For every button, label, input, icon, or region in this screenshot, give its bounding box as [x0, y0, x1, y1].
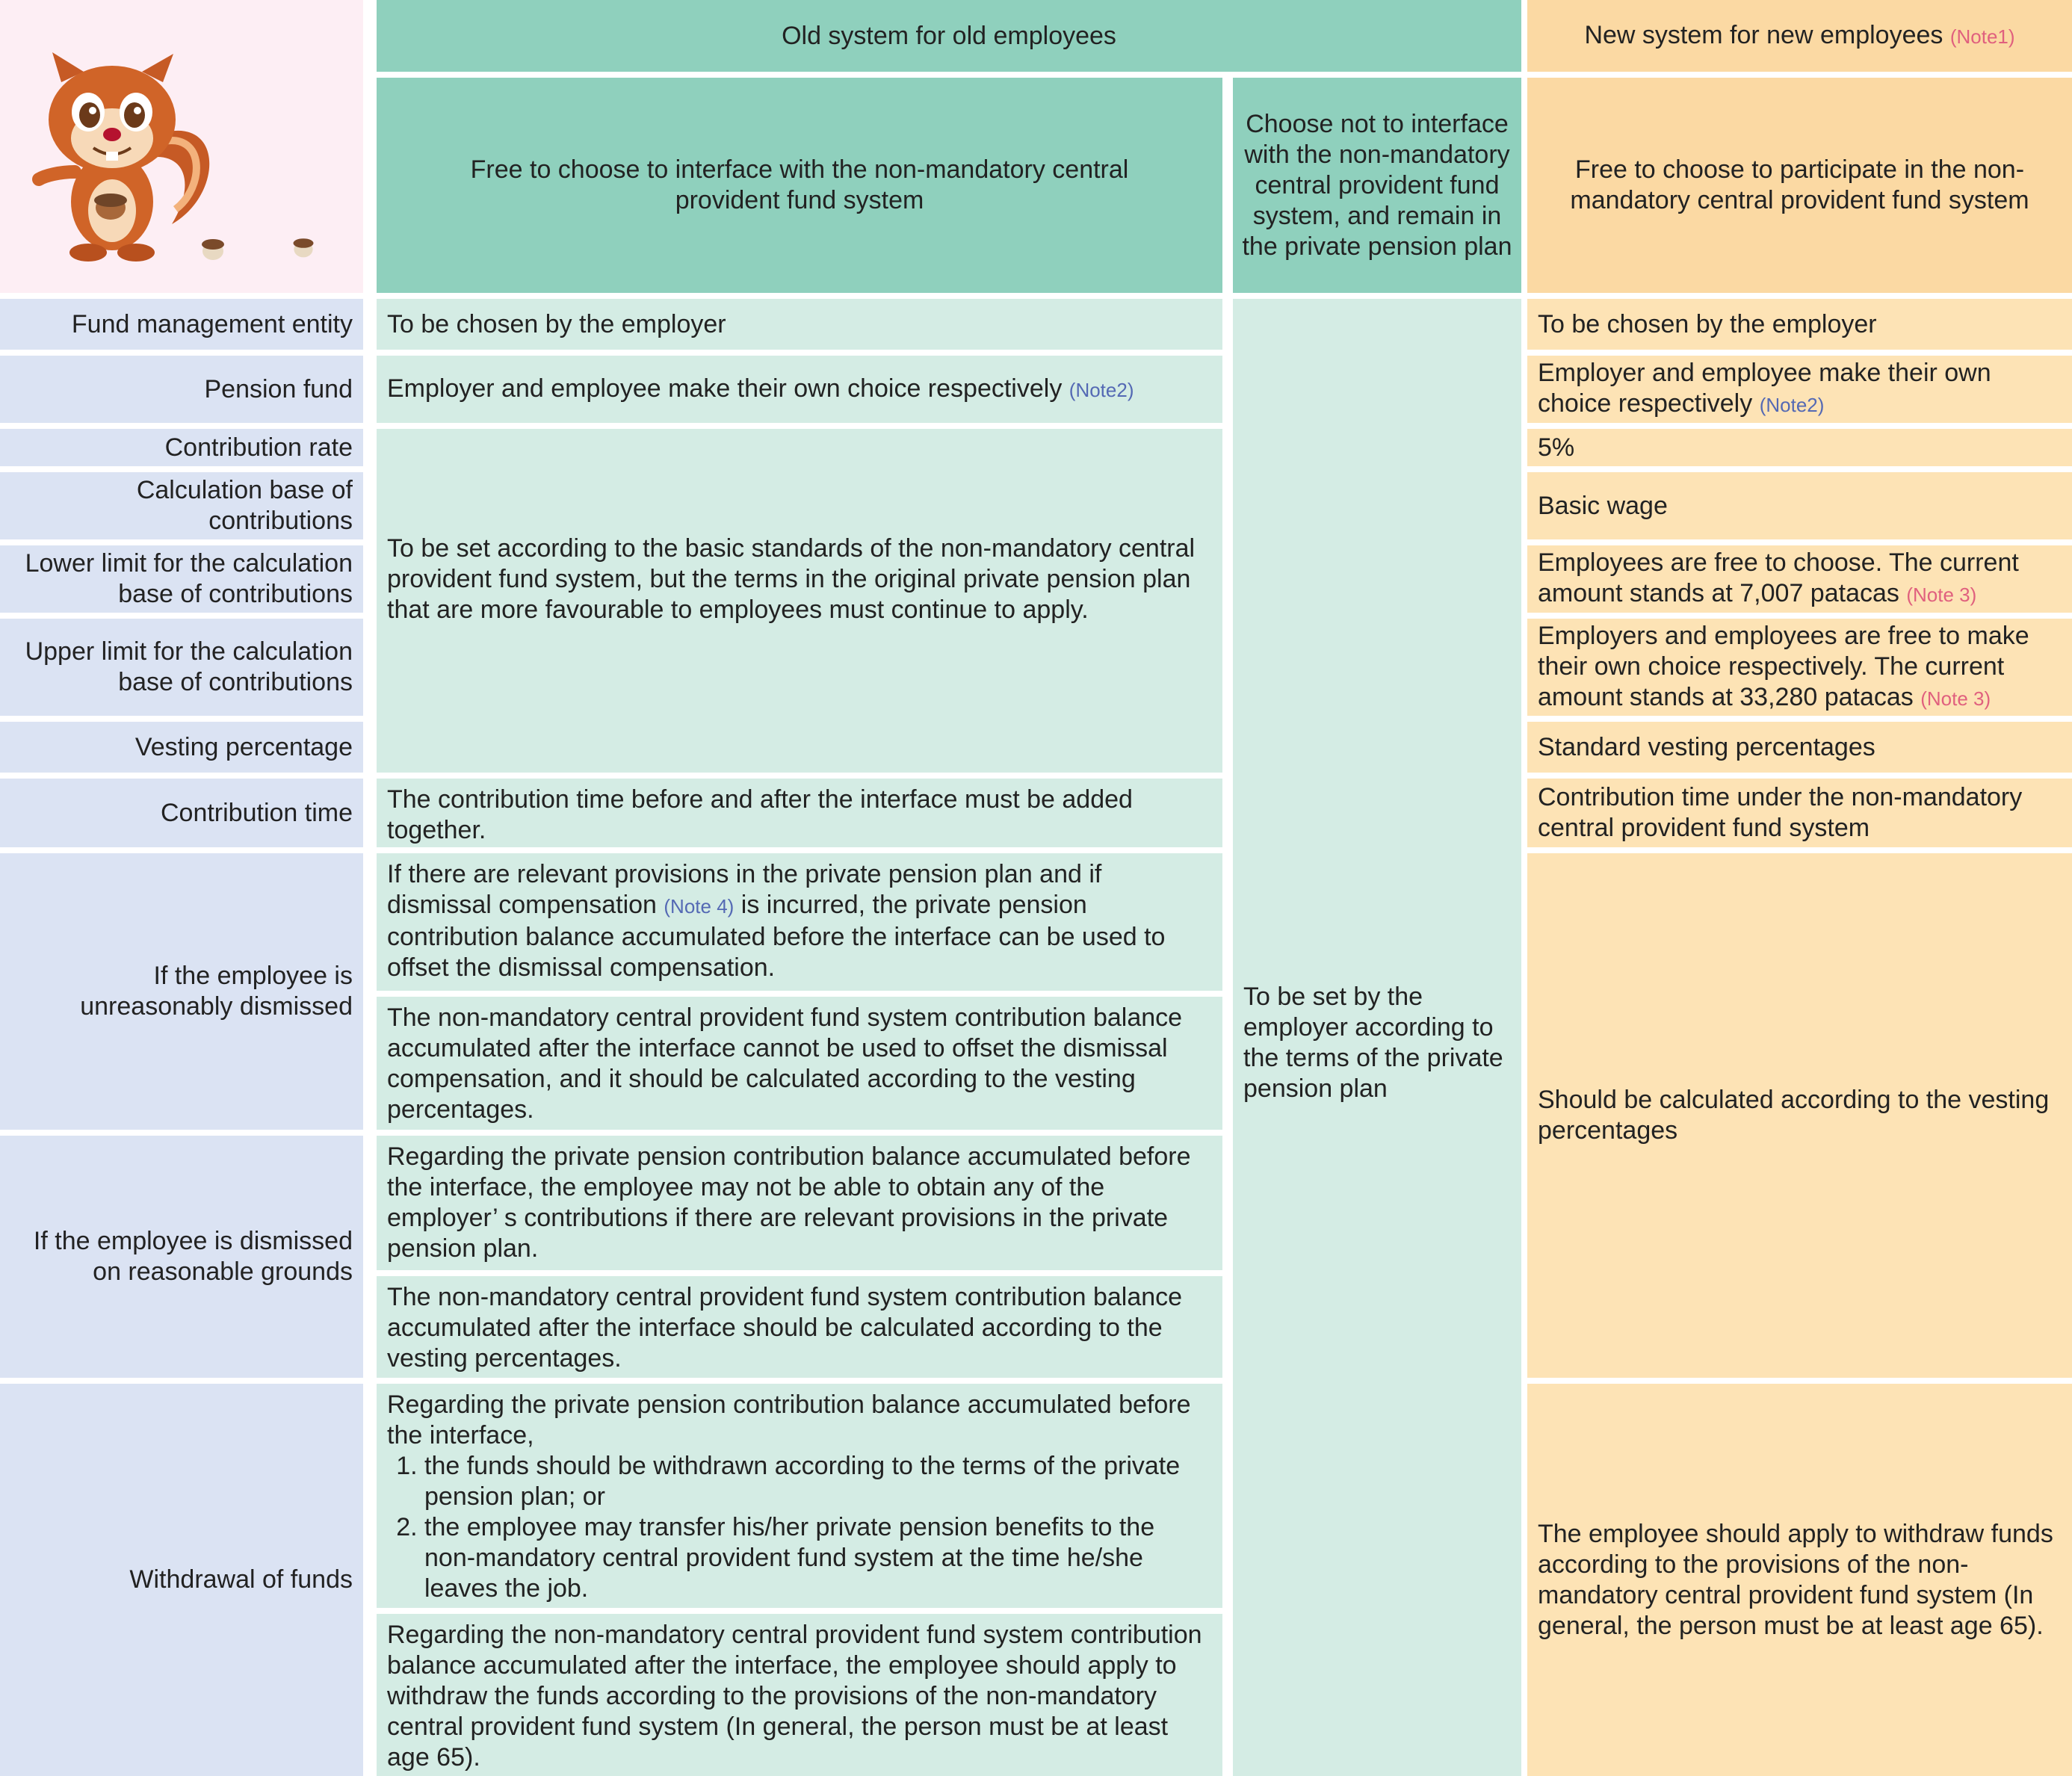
note-3: (Note 3) [1920, 687, 1991, 710]
new-pension-fund-text: Employer and employee make their own choice respectively [1538, 359, 1991, 418]
new-upper-limit-text: Employers and employees are free to make their own choice respectively. The current amount stands at 33,280 patacas [1538, 621, 2029, 711]
header-new-system-text: New system for new employees [1584, 20, 1943, 49]
new-dismissal: Should be calculated according to the vesting percentages [1527, 853, 2072, 1378]
header-old-system: Old system for old employees [377, 0, 1521, 72]
note-1: (Note1) [1949, 25, 2015, 48]
label-contribution-time: Contribution time [0, 779, 363, 847]
label-withdrawal-of-funds: Withdrawal of funds [0, 1384, 363, 1776]
new-pension-fund [1527, 356, 2072, 423]
new-contribution-time: Contribution time under the non-mandatory central provident fund system [1527, 779, 2072, 847]
note-2: (Note2) [1069, 378, 1134, 401]
new-lower-limit [1527, 545, 2072, 613]
new-upper-limit [1527, 619, 2072, 716]
old-reasonable-before: Regarding the private pension contribution balance accumulated before the interface, the employee may not be able to obtain any of the employer’ s contributions if there are relevant provisions in the private pension plan. [377, 1136, 1222, 1270]
old-pension-fund-text: Employer and employee make their own choice respectively [387, 374, 1063, 403]
old-withdrawal-after: Regarding the non-mandatory central provident fund system contribution balance accumulated after the interface, the employee should apply to withdraw the funds according to the provisions of the non-mandatory central provident fund system (In general, the person must be at least age 65). [377, 1614, 1222, 1776]
old-unreasonable-before [377, 853, 1222, 991]
label-unreasonably-dismissed: If the employee is unreasonably dismissed [0, 853, 363, 1130]
label-pension-fund: Pension fund [0, 356, 363, 423]
header-old-no-interface: Choose not to interface with the non-mandatory central provident fund system, and remain in the private pension plan [1233, 78, 1521, 293]
header-new-participate: Free to choose to participate in the non-mandatory central provident fund system [1527, 78, 2072, 293]
new-contribution-rate: 5% [1527, 429, 2072, 466]
new-lower-limit-text: Employees are free to choose. The current amount stands at 7,007 patacas [1538, 548, 2019, 607]
label-calculation-base: Calculation base of contributions [0, 472, 363, 539]
new-fund-entity: To be chosen by the employer [1527, 299, 2072, 350]
header-new-system [1527, 0, 2072, 72]
new-withdrawal: The employee should apply to withdraw funds according to the provisions of the non-mandatory central provident fund system (In general, the person must be at least age 65). [1527, 1384, 2072, 1776]
note-4: (Note 4) [664, 895, 735, 918]
old-unreasonable-after: The non-mandatory central provident fund system contribution balance accumulated after the interface cannot be used to offset the dismissal compensation, and it should be calculated according to the vesting percentages. [377, 997, 1222, 1130]
label-lower-limit: Lower limit for the calculation base of contributions [0, 545, 363, 613]
label-contribution-rate: Contribution rate [0, 429, 363, 466]
label-dismissed-reasonable: If the employee is dismissed on reasonable grounds [0, 1136, 363, 1378]
old-pension-fund [377, 356, 1222, 423]
label-vesting-percentage: Vesting percentage [0, 722, 363, 773]
acorn-icon [290, 233, 317, 260]
mascot-panel [0, 0, 363, 293]
old-unreasonable-before-text-a: If there are relevant provisions in the private pension plan and if dismissal compensation [387, 860, 1102, 919]
new-calc-base: Basic wage [1527, 472, 2072, 539]
old-fund-entity: To be chosen by the employer [377, 299, 1222, 350]
acorn-icon [198, 233, 228, 263]
label-upper-limit: Upper limit for the calculation base of contributions [0, 619, 363, 716]
note-2: (Note2) [1759, 394, 1825, 416]
old-contribution-time: The contribution time before and after the interface must be added together. [377, 779, 1222, 847]
note-3: (Note 3) [1906, 584, 1977, 606]
old-no-interface-merged: To be set by the employer according to the terms of the private pension plan [1233, 299, 1521, 1776]
label-fund-management-entity: Fund management entity [0, 299, 363, 350]
new-vesting: Standard vesting percentages [1527, 722, 2072, 773]
old-withdrawal-before [377, 1384, 1222, 1608]
list-item: 2. the employee may transfer his/her private pension benefits to the non-mandatory central provident fund system at the time he/she leaves the job. [424, 1512, 1212, 1604]
old-reasonable-after: The non-mandatory central provident fund system contribution balance accumulated after the interface should be calculated according to the vesting percentages. [377, 1276, 1222, 1378]
list-item: 1. the funds should be withdrawn according to the terms of the private pension plan; or [424, 1451, 1212, 1512]
withdrawal-options-list [387, 1451, 1212, 1604]
old-unreasonable-before-text-b: is incurred, the private pension contribution balance accumulated before the interface can be used to offset the dismissal compensation. [387, 891, 1166, 982]
old-withdrawal-intro: Regarding the private pension contribution balance accumulated before the interface, [387, 1390, 1191, 1449]
old-merged-standards: To be set according to the basic standards of the non-mandatory central provident fund system, but the terms in the original private pension plan that are more favourable to employees must continue to apply. [377, 429, 1222, 773]
header-old-interface: Free to choose to interface with the non-mandatory central provident fund system [377, 78, 1222, 293]
